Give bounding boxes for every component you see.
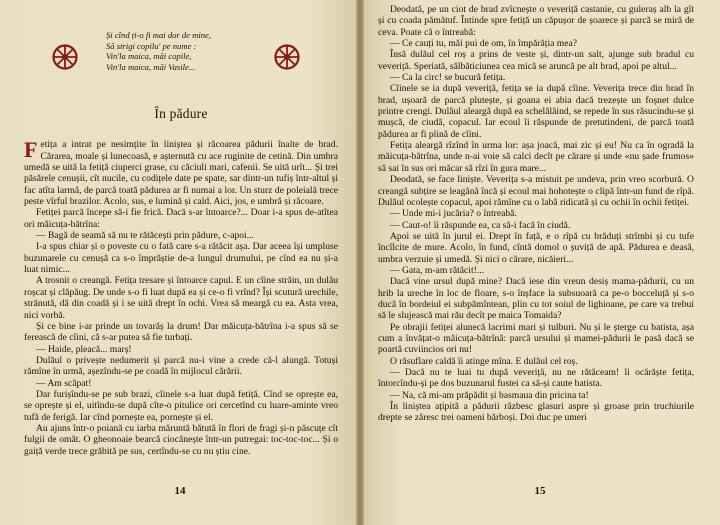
- paragraph: Fetița aleargă rîzînd în urma lor: așa joacă, mai zic și eu! Nu ca în ogradă la măicuța-bătrîna, unde n-ai voie să calci decît pe cărare și unde «nu șade frumos» să sai în sus ori măcar să rîzi în gura mare...: [378, 140, 694, 174]
- paragraph: O răsuflare caldă îi atinge mîna. E dulăul cel roș.: [390, 355, 578, 367]
- paragraph: Și ce bine i-ar prinde un tovarăș la drum! Dar măicuța-bătrîna i-a spus să se ferească de cîini, că s-ar putea să fie turbați.: [24, 320, 338, 344]
- paragraph: Dulăul o privește nedumerit și parcă nu-i vine a crede că-l alungă. Totuși rămîne în urmă, așezîndu-se pe coadă în mijlocul cărării.: [24, 354, 338, 378]
- right-page: [360, 0, 720, 525]
- drop-cap: F: [24, 137, 38, 163]
- paragraph: Apoi se uită în jurul ei. Drept în față, e o rîpă cu brăduți strîmbi și cu tufe încîlcite de mure. Acolo, în fund, cîntă domol o șuviță de apă. Pădurea e deasă, umbra verzuie și umedă. Și nici o cărare, nicăieri...: [378, 230, 694, 265]
- paragraph: Deodată, se face liniște. Veverița s-a mistuit pe undeva, prin vreo scorbură. O creangă subțire se leagănă încă și ecoul mai hohotește o clipă într-un fund de rîpă. Dulăul ocolește copacul, apoi rămîne cu o labă ridicată și cu ochii în ochii fetiței.: [378, 174, 694, 208]
- verse-block: [24, 30, 338, 90]
- ornament-icon: [52, 44, 78, 70]
- page-number: 14: [174, 484, 186, 497]
- verse-line: Să strigi copilu' pe nume :: [106, 40, 197, 51]
- paragraph: Fetiței parcă începe să-i fie frică. Dacă s-ar întoarce?... Doar i-a spus de-atîtea ori măicuța-bătrîna:: [24, 207, 338, 230]
- ornament-icon: [274, 44, 300, 70]
- paragraph: — Ce cauți tu, măi pui de om, în împărăția mea?: [390, 38, 578, 50]
- paragraph: — Caut-o! îi răspunde ea, ca să-i facă în ciudă.: [390, 219, 571, 231]
- paragraph: — Am scăpat!: [36, 377, 92, 389]
- paragraph: Dacă vine ursul după mine? Dacă iese din vreun desiș mama-pădurii, cu un hrib la ureche în loc de floare, s-o înșface la subsuoară ca pe-o bocceluță și s-o ducă în bordeiul ei subpămîntean, plin cu tot soiul de lighioane, pe care va trebui să le slujească mai rău decît pe maica Tomaida?: [378, 276, 694, 322]
- verse-line: Vin'la maica, măi Vasile...: [106, 61, 196, 72]
- paragraph: În liniștea ațipită a pădurii răzbesc glasuri aspre și groase prin truchiurile drepte se zăresc trei oameni bărboși. Doi duc pe umeri: [378, 401, 694, 424]
- paragraph: Fetița a intrat pe nesimțite în liniștea și răcoarea pădurii înalte de brad. Cărarea, moale și lunecoasă, e așternută cu ace ruginite de cetină. Din umbra umedă se uită la fetiță ciuperci grase, cu căciuli mari, cafenii. Se uită urît... Și trei păsărele cenușii, cît nucile, cu codițele date pe spate, sar dintr-un tufiș într-altul și fac atîta larmă, de parcă toată pădurea ar fi numai a lor. Un sturz de poleială trece peste vîrful brazilor. Acolo, sus, e lumină și cald. Aici, jos, e umbră și răcoare.: [24, 137, 338, 208]
- paragraph: Au ajuns într-o poiană cu iarba măruntă bătută în flori de fragi și-n păscuțe cît fulgii de omăt. O gheonoaie bearcă ciocănește într-un putregai: toc-toc-toc... Și o gaiță verde trece grăbită pe sus, certîndu-se cu nu știu cine.: [24, 422, 338, 457]
- paragraph: — Dacă nu te luai tu după veveriță, nu ne rătăceam! îi ocărăște fetița, întorcîndu-și pe dos buzunarul fustei ca să-și caute batista.: [378, 367, 694, 390]
- paragraph: — Gata, m-am rătăcit!...: [390, 264, 485, 276]
- paragraph: A trosnit o creangă. Fetița tresare și întoarce capul. E un cîine străin, un dulău roșcat și clăpăug. De unde s-o fi luat după ea și ce-o fi vrînd? Își scutură urechile, strănută, dă din coadă și i se uită drept în ochi. Vrea să meargă cu ea. Asta vrea, nici vorbă.: [24, 275, 338, 321]
- paragraph: — Unde mi-i jucăria? o întreabă.: [390, 208, 517, 220]
- chapter-title: În pădure: [154, 106, 208, 121]
- paragraph: I-a spus chiar și o poveste cu o fată care s-a rătăcit așa. Dar aceea își umpluse buzunarele cu cenușă ca s-o împrăștie de-a lungul drumului, pe cînd ea nu și-a luat nimic...: [24, 241, 338, 276]
- verse: [106, 30, 211, 72]
- verse-line: Vin'la maica, măi copile,: [106, 51, 192, 62]
- paragraph: Dar furișîndu-se pe sub brazi, cîinele s-a luat după fetiță. Cînd se oprește ea, se oprește și el, uitîndu-se după cîte-o pitulice ori cercetînd cu luare-aminte vreo tufă de ferigă. Iar cînd pornește ea, pornește și el.: [24, 388, 338, 423]
- verse-line: Și cînd ți-o fi mai dor de mine,: [106, 30, 212, 40]
- paragraph: Cîinele se ia după veveriță, fetița se ia după cîine. Veverița trece din brad în brad, ușoară de parcă plutește, și goana ei abia dacă trezește un foșnet dulce printre crengi. Dulăul aleargă după ea schelălăind, se repede în sus răsucindu-se și mușcă, de ciudă, copacul. Iar ecoul îi răspunde de pretutindeni, de parcă toată pădurea ar fi plină de cîini.: [378, 83, 694, 140]
- paragraph: — Bagă de seamă să nu te rătăcești prin pădure, c-apoi...: [36, 230, 254, 242]
- paragraph: — Ca la circ! se bucură fetița.: [390, 72, 506, 84]
- paragraph: Pe obrajii fetiței alunecă lacrimi mari și tulburi. Nu și le șterge cu batista, așa cum a învățat-o măicuța-bătrînă: parcă ursului și mamei-pădurii le pasă dacă se poartă cuviincios ori nu!: [378, 321, 694, 356]
- page-number: 15: [534, 484, 546, 497]
- paragraph: Deodată, pe un ciot de brad zvîcnește o veveriță castanie, cu guleraș alb la gît și cu coada pămătuf. Întinde spre fetiță un căpușor de șoarece și parcă se miră de ceva. Poate că o întreabă:: [378, 4, 694, 38]
- paragraph: — Haide, pleacă... marș!: [36, 343, 132, 355]
- paragraph: Însă dulăul cel roș a prins de veste și, dintr-un salt, ajunge sub bradul cu veveriță. Speriată, sălbăticiunea cea mică se aruncă pe alt brad, apoi pe altul...: [378, 49, 694, 72]
- paragraph: — Na, că mi-am prăpădit și basmaua din pricina ta!: [390, 389, 589, 401]
- book-gutter: [356, 0, 364, 525]
